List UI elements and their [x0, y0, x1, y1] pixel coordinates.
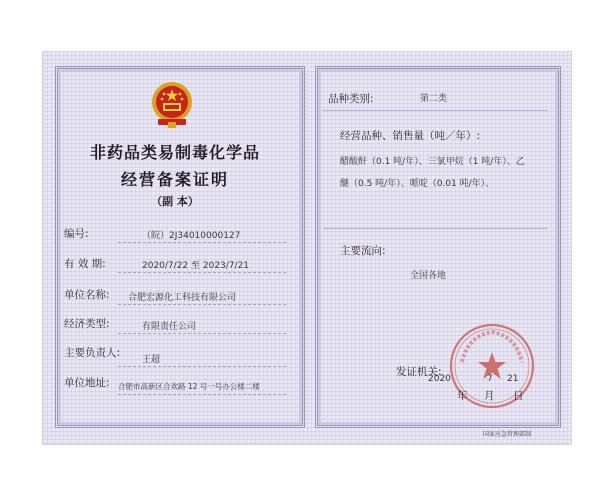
- issuer-label: 发证机关:: [396, 366, 442, 378]
- issue-day: 21: [507, 374, 519, 384]
- validity-value: 2020/7/22 至 2023/7/21: [142, 261, 250, 271]
- day-unit: 日: [513, 390, 524, 402]
- issuer-footnote: 国家应急管理部制: [483, 431, 532, 438]
- category-value: 第二类: [420, 94, 448, 104]
- company-name-label: 单位名称:: [64, 289, 110, 301]
- company-name-underline: [118, 304, 286, 305]
- address-value: 合肥市高新区合欢路 12 号一号办公楼二楼: [118, 382, 260, 391]
- validity-underline: [118, 272, 286, 273]
- validity-label: 有 效 期:: [64, 258, 106, 270]
- principal-label: 主要负责人:: [64, 347, 121, 359]
- address-underline: [118, 394, 286, 395]
- address-label: 单位地址:: [64, 377, 110, 389]
- principal-value: 王超: [142, 355, 161, 365]
- number-value: （皖）2J34010000127: [142, 231, 241, 241]
- number-label: 编号:: [64, 228, 89, 240]
- business-line-1: 醋酸酐（0.1 吨/年）、三氯甲烷（1 吨/年）、乙: [340, 157, 525, 167]
- certificate-subtitle: （副 本）: [151, 195, 199, 208]
- business-line-2: 醚（0.5 吨/年）、哌啶（0.01 吨/年）、: [340, 179, 495, 189]
- national-emblem-icon: [150, 80, 194, 130]
- month-unit: 月: [484, 390, 495, 402]
- certificate-title: 非药品类易制毒化学品: [89, 143, 260, 162]
- economic-type-value: 有限责任公司: [142, 322, 197, 332]
- certificate-title-line2: 经营备案证明: [120, 170, 229, 189]
- business-divider: [323, 228, 547, 229]
- flow-value: 全国各地: [410, 271, 447, 281]
- category-divider: [323, 110, 547, 111]
- economic-type-underline: [118, 333, 286, 334]
- company-name-value: 合肥宏源化工科技有限公司: [128, 293, 237, 303]
- flow-label: 主要流向:: [340, 245, 386, 257]
- economic-type-label: 经济类型:: [64, 318, 110, 330]
- year-unit: 年: [457, 390, 468, 402]
- number-underline: [118, 242, 286, 243]
- principal-underline: [118, 366, 286, 367]
- business-label: 经营品种、销售量（吨／年）:: [340, 130, 481, 142]
- category-label: 品种类别:: [328, 93, 374, 105]
- issue-month: 7: [487, 374, 493, 384]
- issue-year: 2020: [428, 374, 451, 384]
